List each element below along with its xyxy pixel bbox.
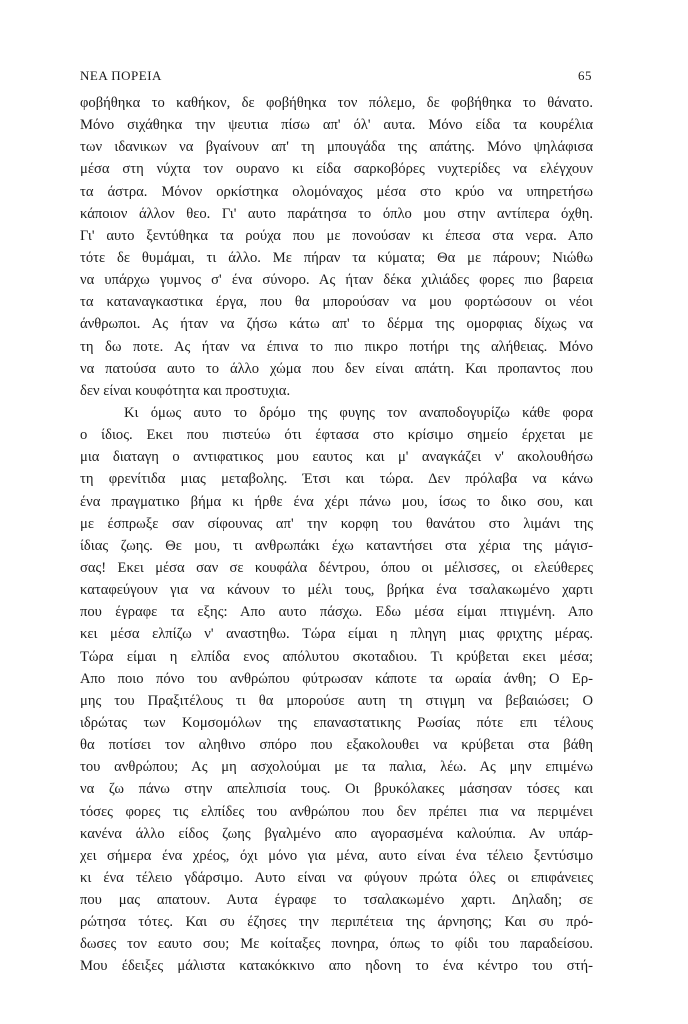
text-line: με έσπρωξε σαν σίφουνας απ' την κορφη του θανάτου στο λιμάνι της (80, 515, 593, 532)
text-line: τόσες φορες τις ελπίδες του ανθρώπου που δεν πρέπει πια να περιμένει (80, 803, 593, 820)
paragraph-2 (80, 402, 593, 978)
text-line: που μας απατουν. Αυτα έγραφε το τσαλακωμένο χαρτι. Δηλαδη; σε (80, 892, 593, 909)
text-line: να υπάρχω γυμνος σ' ένα σύνορο. Ας ήταν δέκα χιλιάδες φορες πιο βαρεια (80, 272, 593, 289)
text-line: ιδρώτας των Κομσομόλων της επαναστατικης Ρωσίας πότε επι τέλους (80, 714, 593, 731)
text-line: τα άστρα. Μόνον ορκίστηκα ολομόναχος μέσα στο κρύο να υπηρετήσω (80, 183, 593, 200)
text-line: δεν είναι κουφότητα και προστυχια. (80, 382, 291, 399)
paragraph-1 (80, 92, 593, 402)
text-line: τότε δε θυμάμαι, τι άλλο. Με πήραν τα κύματα; Θα με πάρουν; Νιώθω (80, 249, 593, 266)
text-line: Απο ποιο πόνο του ανθρώπου φύτρωσαν κάποτε τα ωραία άνθη; Ο Ερ- (80, 670, 593, 687)
text-line: φοβήθηκα το καθήκον, δε φοβήθηκα τον πόλεμο, δε φοβήθηκα το θάνατο. (80, 95, 593, 111)
text-line: δωσες τον εαυτο σου; Με κοίταξες πονηρα, όπως το φίδι του παραδείσου. (80, 936, 593, 953)
text-line: Τώρα είμαι η ελπίδα ενος απόλυτου σκοταδιου. Τι κρύβεται εκει μέσα; (80, 648, 593, 665)
page-number: 65 (578, 68, 592, 83)
text-line: των ιδανικων να βγαίνουν απ' τη μπουγάδα της απάτης. Μόνο ψηλάφισα (80, 139, 593, 156)
text-line: Μόνο σιχάθηκα την ψευτια πίσω απ' όλ' αυτα. Μόνο είδα τα κουρέλια (80, 117, 593, 134)
text-line: χει σήμερα ένα χρέος, όχι μόνο για μένα, αυτο είναι ένα τέλειο ξεντύσιμο (80, 847, 593, 864)
text-line: κάποιον άλλον θεο. Γι' αυτο παράτησα το όπλο μου στην αντίπερα όχθη. (80, 205, 593, 222)
page-header (80, 68, 592, 88)
text-line: του ανθρώπου; Ας μη ασχολούμαι με τα παλια, λέω. Ας μην επιμένω (80, 759, 593, 776)
text-line: σας! Εκει μέσα σαν σε κουφάλα δέντρου, όπου οι μέλισσες, οι ελεύθερες (80, 559, 593, 576)
text-line: Μου έδειξες μάλιστα κατακόκκινο απο ηδονη το ένα κέντρο του στή- (80, 958, 593, 975)
text-line: καταφεύγουν για να κάνουν το μέλι τους, βρήκα ένα τσαλακωμένο χαρτι (80, 582, 593, 599)
text-line: μέσα στη νύχτα τον ουρανο κι είδα σαρκοβόρες νυχτερίδες να ελέγχουν (80, 161, 593, 178)
text-line: Γι' αυτο ξεντύθηκα τα ρούχα που με πονούσαν κι έπεσα στα νερα. Απο (80, 227, 593, 244)
page-body (80, 92, 593, 978)
text-line: ίδιας ζωης. Θε μου, τι ανθρωπάκι έχω καταντήσει στα χέρια της μάγισ- (80, 537, 593, 554)
text-line: Κι όμως αυτο το δρόμο της φυγης τον αναποδογυρίζω κάθε φορα (124, 404, 593, 421)
text-line: μια διαταγη ο αντιφατικος μου εαυτος και μ' αναγκάζει ν' ακολουθήσω (80, 449, 593, 466)
running-title: ΝΕΑ ΠΟΡΕΙΑ (80, 68, 162, 83)
text-line: ο ίδιος. Εκει που πιστεύω ότι έφτασα στο κρίσιμο σημείο έρχεται με (80, 427, 593, 444)
text-line: να πατούσα αυτο το άλλο χώμα που δεν είναι απάτη. Και προπαντος που (80, 360, 593, 377)
text-line: τα καταναγκαστικα έργα, που θα μπορούσαν να μου φορτώσουν οι νέοι (80, 294, 593, 311)
text-line: θα ποτίσει τον αληθινο σπόρο που εξακολουθει να κρύβεται στα βάθη (80, 737, 593, 754)
text-line: τη φρενίτιδα μιας μεταβολης. Έτσι και τώρα. Δεν πρόλαβα να κάνω (80, 471, 593, 488)
text-line: κι ένα τέλειο γδάρσιμο. Αυτο είναι να φύγουν πρώτα όλες οι επιφάνειες (80, 869, 593, 886)
text-line: κει μέσα ελπίζω ν' αναστηθω. Τώρα είμαι η πληγη μιας φριχτης μέρας. (80, 626, 593, 643)
text-line: μης του Πραξιτέλους τι θα μπορούσε αυτη τη στιγμη να βεβαιώσει; Ο (80, 692, 593, 709)
text-line: ρώτησα τότες. Και συ έζησες την περιπέτεια της άρνησης; Και συ πρό- (80, 914, 593, 931)
text-line: τη δω ποτε. Ας ήταν να έπινα το πιο πικρο ποτήρι της αλήθειας. Μόνο (80, 338, 593, 355)
text-line: κανένα άλλο είδος ζωης βγαλμένο απο αγορασμένα καλούπια. Αν υπάρ- (80, 825, 593, 842)
text-line: που έγραφε τα εξης: Απο αυτο πάσχω. Εδω μέσα είμαι πτιγμένη. Απο (80, 604, 593, 621)
text-line: άνθρωποι. Ας ήταν να ζήσω κάτω απ' το δέρμα της ομορφιας δίχως να (80, 316, 593, 333)
text-line: ένα πραγματικο βήμα κι ήρθε ένα χέρι πάνω μου, ίσως το δικο σου, και (80, 493, 593, 510)
text-line: να ζω πάνω στην απελπισία τους. Οι βρυκόλακες μάσησαν τόσες και (80, 781, 593, 798)
